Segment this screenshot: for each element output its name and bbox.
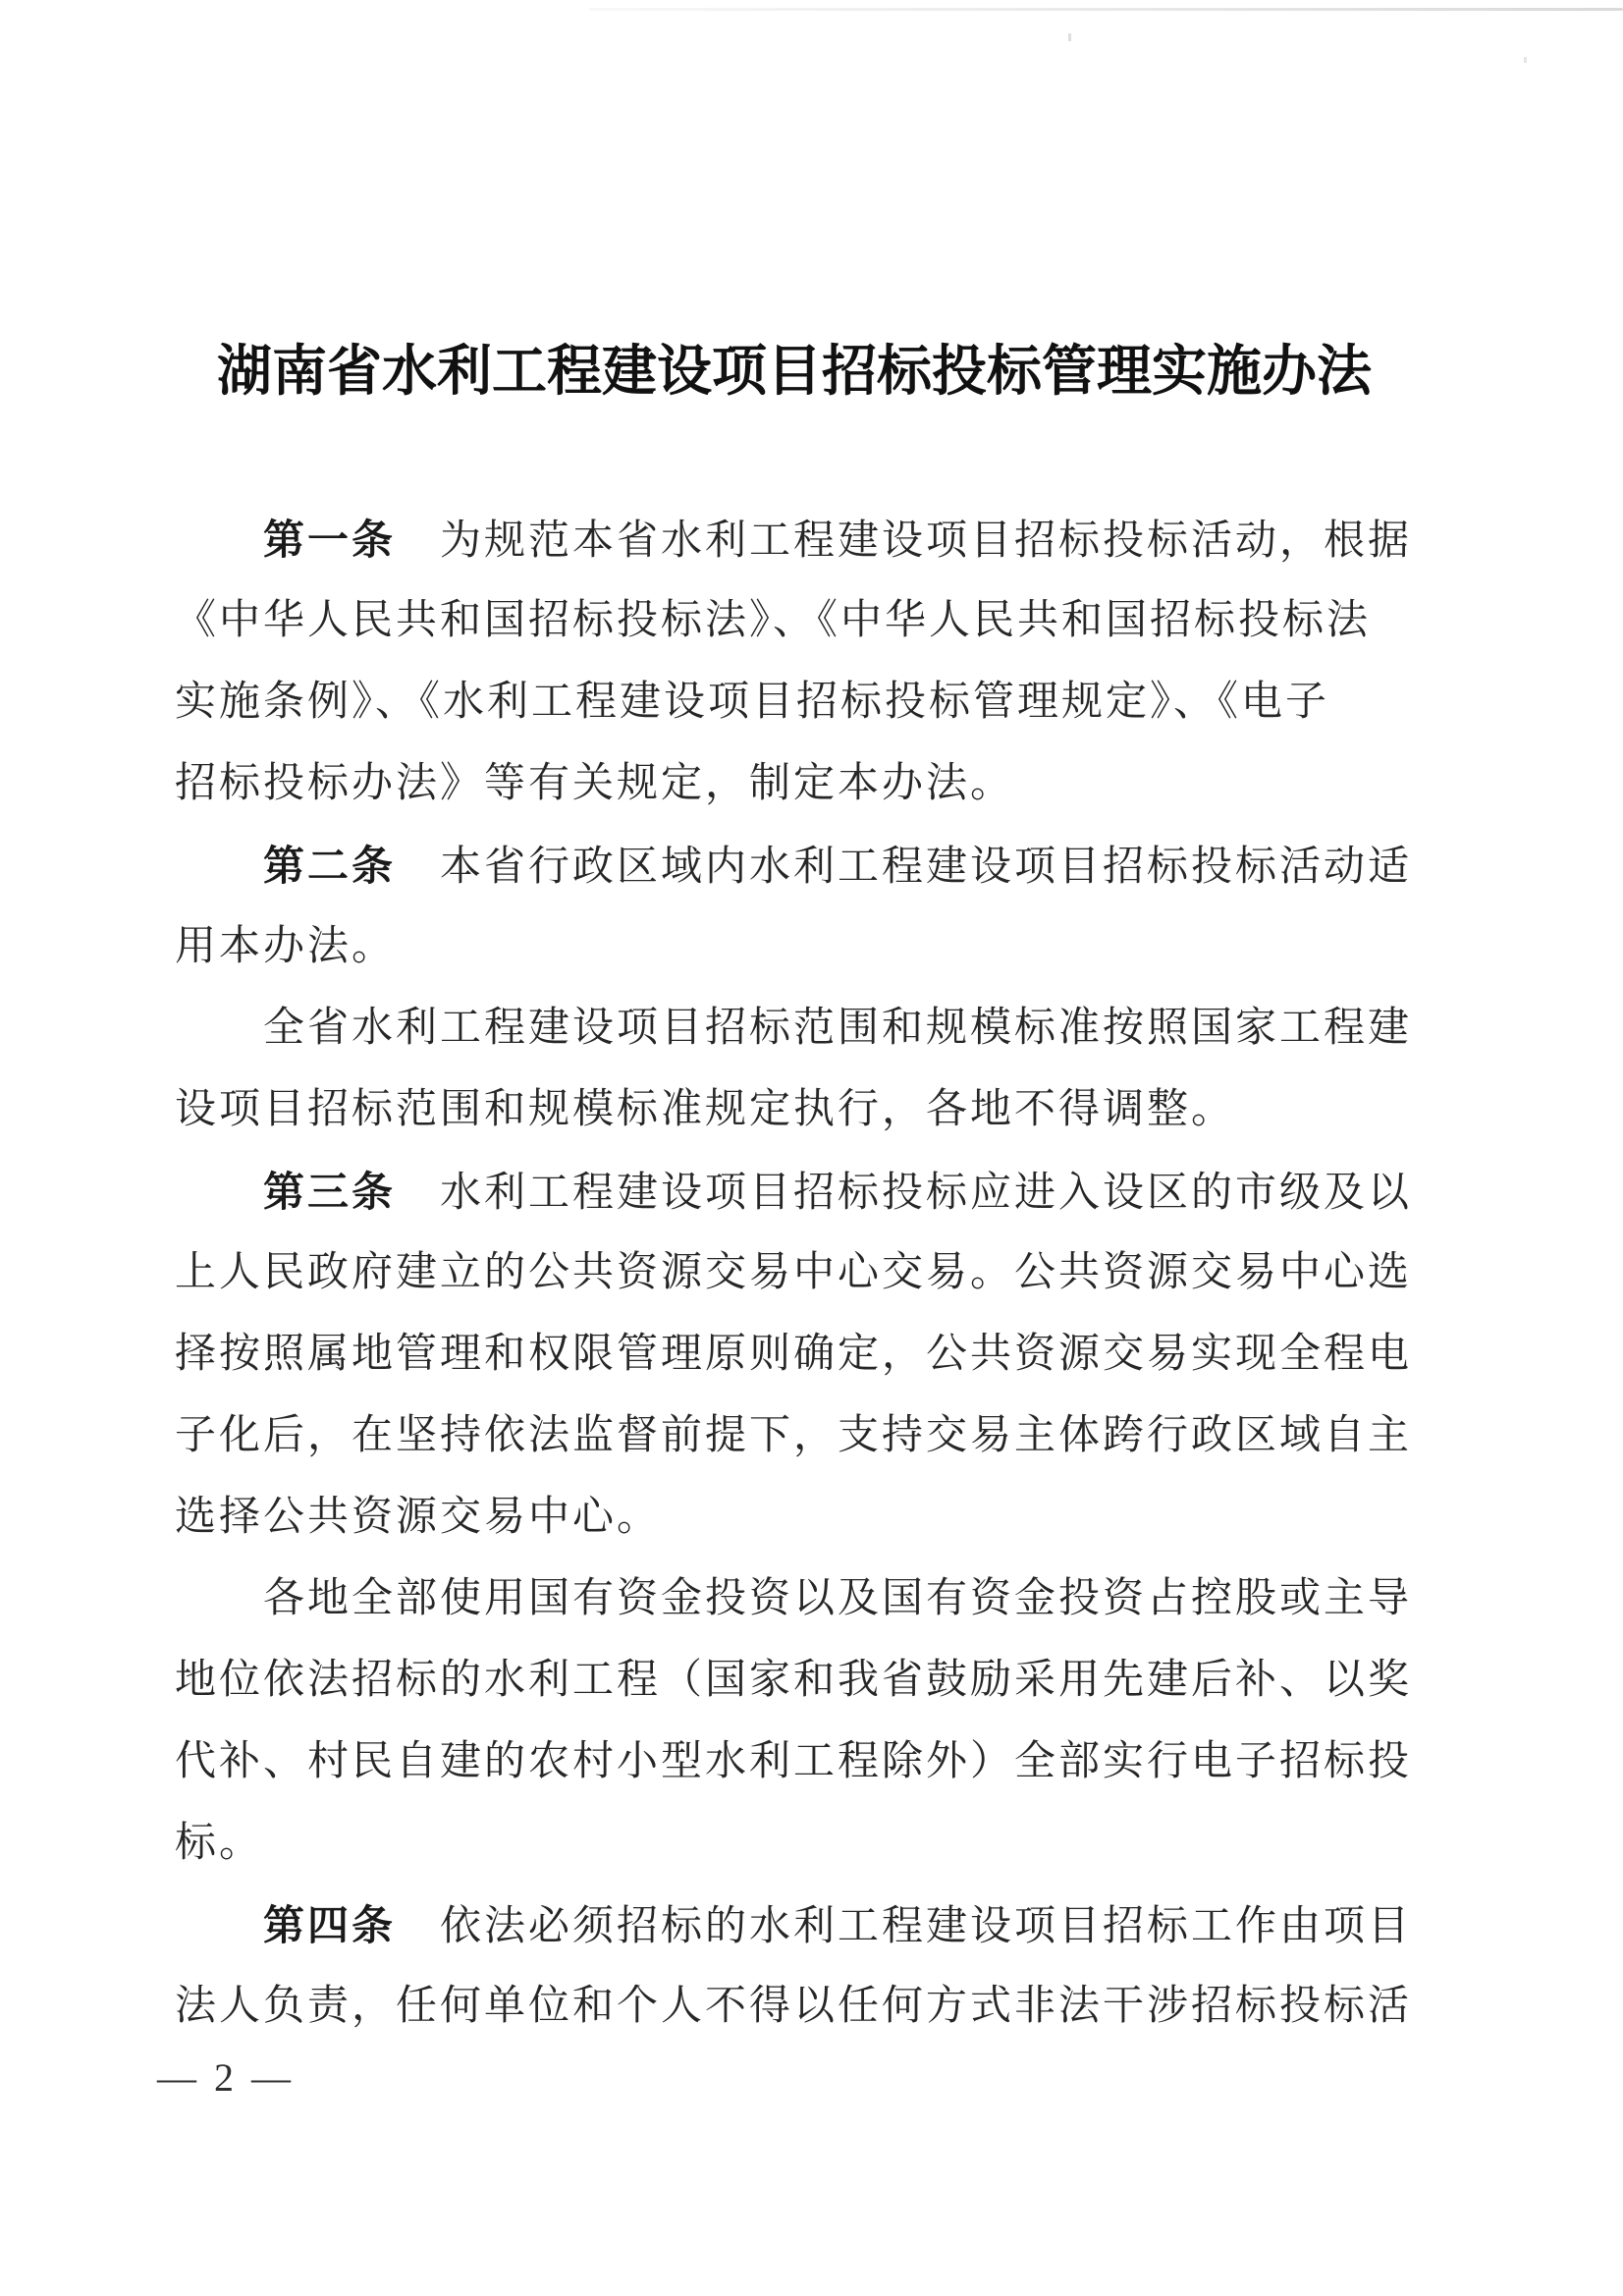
body-line [175, 662, 1414, 743]
body-line [175, 1232, 1414, 1314]
line-text: 依法必须招标的水利工程建设项目招标工作由项目 [396, 1904, 1413, 1949]
line-text: 择按照属地管理和权限管理原则确定，公共资源交易实现全程电 [175, 1332, 1413, 1377]
body-line [175, 1722, 1414, 1803]
body-line [175, 1803, 1414, 1885]
line-text: 子化后，在坚持依法监督前提下，支持交易主体跨行政区域自主 [175, 1413, 1413, 1458]
line-text: 地位依法招标的水利工程（国家和我省鼓励采用先建后补、以奖 [175, 1658, 1413, 1703]
body-line [175, 1885, 1414, 1966]
scan-artifact-speck [1068, 33, 1071, 41]
document-title: 湖南省水利工程建设项目招标投标管理实施办法 [217, 340, 1372, 402]
body-line [175, 1477, 1414, 1558]
line-text: 用本办法。 [175, 924, 397, 969]
article-number: 第二条 [263, 843, 397, 889]
body-line [175, 1966, 1414, 2048]
line-text: 本省行政区域内水利工程建设项目招标投标活动适 [396, 845, 1413, 890]
line-text: 为规范本省水利工程建设项目招标投标活动，根据 [396, 519, 1413, 564]
line-text: 实施条例》、《水利工程建设项目招标投标管理规定》、《电子 [175, 680, 1330, 725]
body-line [175, 825, 1414, 906]
line-text: 水利工程建设项目招标投标应进入设区的市级及以 [396, 1171, 1413, 1216]
body-line [175, 1314, 1414, 1395]
body-line [175, 1151, 1414, 1232]
line-text: 招标投标办法》等有关规定，制定本办法。 [175, 761, 1015, 806]
body-line [175, 499, 1414, 580]
scan-artifact-speck [1524, 57, 1527, 63]
line-text: 全省水利工程建设项目招标范围和规模标准按照国家工程建 [263, 1006, 1413, 1051]
body-line [175, 1640, 1414, 1722]
document-body [175, 499, 1414, 2048]
line-text: 代补、村民自建的农村小型水利工程除外）全部实行电子招标投 [175, 1739, 1413, 1784]
article-number: 第四条 [263, 1902, 397, 1948]
scan-artifact-line [589, 8, 1623, 11]
line-text: 标。 [175, 1821, 264, 1866]
article-number: 第三条 [263, 1169, 397, 1215]
line-text: 《中华人民共和国招标投标法》、《中华人民共和国招标投标法 [175, 598, 1372, 643]
line-text: 选择公共资源交易中心。 [175, 1495, 662, 1540]
body-line [175, 1395, 1414, 1477]
line-text: 设项目招标范围和规模标准规定执行，各地不得调整。 [175, 1087, 1236, 1132]
line-text: 法人负责，任何单位和个人不得以任何方式非法干涉招标投标活 [175, 1984, 1413, 2029]
body-line [175, 1069, 1414, 1151]
body-line [175, 988, 1414, 1069]
body-line [175, 906, 1414, 988]
line-text: 各地全部使用国有资金投资以及国有资金投资占控股或主导 [263, 1576, 1413, 1621]
body-line [175, 580, 1414, 662]
line-text: 上人民政府建立的公共资源交易中心交易。公共资源交易中心选 [175, 1250, 1413, 1295]
body-line [175, 743, 1414, 825]
body-line [175, 1558, 1414, 1640]
article-number: 第一条 [263, 517, 397, 563]
page-number: — 2 — [157, 2055, 295, 2100]
